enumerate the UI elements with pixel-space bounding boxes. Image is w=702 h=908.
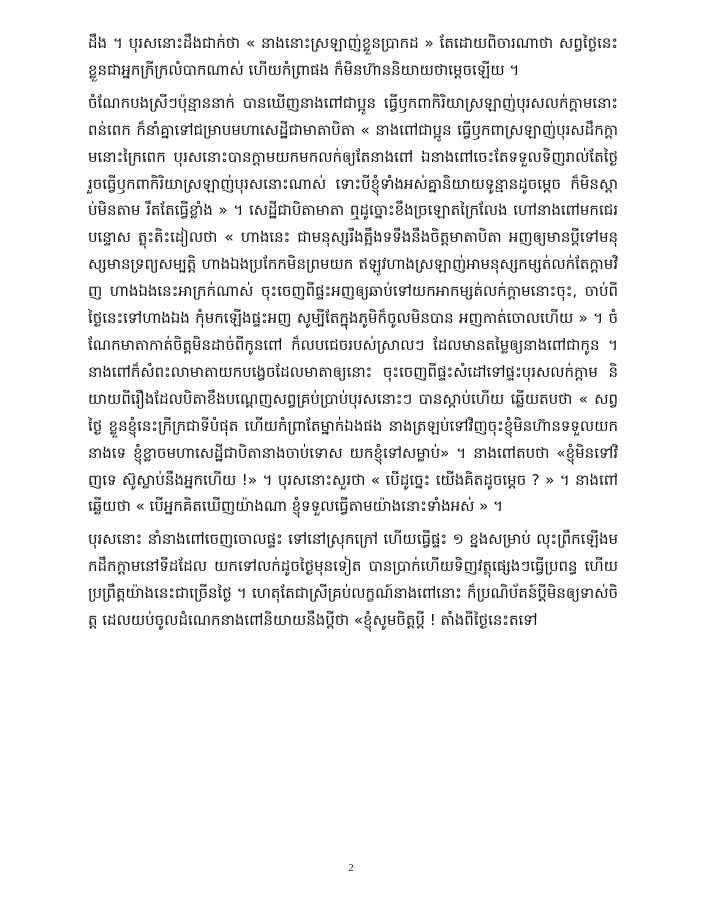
page-number: 2: [348, 862, 354, 874]
paragraph-2: ចំណែកបងស្រីៗប៉ុន្មាននាក់ បានឃើញនាងពៅជាប្អូន ធ្វើឫកពាកិរិយាស្រឡាញ់បុរសលក់ក្ដាមនោះពន់ពេក ក៏នាំគ្នាទៅជម្រាបមហាសេដ្ឋីជាមាតាបិតា « នាងពៅជាប្អូន ធ្វើឫកពាស្រឡាញ់បុរសដឹកក្ដាមនោះក្រៃពេក បុរសនោះបានក្ដាមយកមកលក់ឲ្យតែនាងពៅ ឯនាងពៅចេះតែទទួលទិញរាល់តែថ្ងៃ រួចធ្វើឫកពាកិរិយាស្រឡាញ់បុរសនោះណាស់ ទោះបីខ្ញុំទាំងអស់គ្នានិយាយទូន្មានដូចម្ដេច ក៏មិនស្ដាប់មិនតាម រឹតតែធ្វើខ្លាំង » ។ សេដ្ឋីជាបិតាមាតា ឮដូច្នោះខឹងច្រឡោតក្រៃលែង ហៅនាងពៅមកជេរបន្ទោស ត្លុះតិះដៀលថា « ហាងនេះ ជាមនុស្សរឹងត្អឹងទទឹងនឹងចិត្តមាតាបិតា អញឲ្យមានប្ដីទៅមនុស្សមានទ្រព្យសម្បត្តិ ហាងឯងប្រកែកមិនព្រមយក ឥឡូវហាងស្រឡាញ់អាមនុស្សកម្សត់លក់តែក្ដាមវិញ ហាងឯងនេះអាក្រក់ណាស់ ចុះចេញពីផ្ទះអញឲ្យឆាប់ទៅយកអាកម្សត់លក់ក្ដាមនោះចុះ, ចាប់ពីថ្ងៃនេះទៅហាងឯង កុំមកឡើងផ្ទះអញ សូម្បីតែក្នុងភូមិក៏ចូលមិនបាន អញកាត់ចោលហើយ » ។ ចំណែកមាតាកាត់ចិត្តមិនដាច់ពីកូនពៅ ក៏លបជេចរបស់ស្រាលៗ ដែលមានតម្លៃឲ្យនាងពៅជាកូន ។ នាងពៅក៏សំពះលាមាតាយកបង្វេចដែលមាតាឲ្យនោះ ចុះចេញពីផ្ទះសំដៅទៅផ្ទះបុរសលក់ក្ដាម និយាយពីរឿងដែលបិតាខឹងបណ្ដេញសព្វគ្រប់ប្រាប់បុរសនោះៗ បានស្ដាប់ហើយ ឆ្លើយតបថា « សព្វថ្ងៃ ខ្លួនខ្ញុំនេះក្រីក្រជាទីបំផុត ហើយកំព្រាតែម្នាក់ឯងផង នាងត្រឡប់ទៅវិញចុះខ្ញុំមិនហ៊ានទទួលយកនាងទេ ខ្ញុំខ្លាចមហាសេដ្ឋីជាបិតានាងចាប់ទោស យកខ្ញុំទៅសម្លាប់» ។ នាងពៅតបថា «ខ្ញុំមិនទៅវិញទេ ស៊ូស្លាប់នឹងអ្នកហើយ !» ។ បុរសនោះសួរថា « បើដូច្នេះ យើងគិតដូចម្ដេច ? » ។ នាងពៅឆ្លើយថា « បើអ្នកគិតឃើញយ៉ាងណា ខ្ញុំទទួលធ្វើតាមយ៉ាងនោះទាំងអស់ » ។: [88, 93, 618, 516]
paragraph-3: បុរសនោះ នាំនាងពៅចេញចោលផ្ទះ ទៅនៅស្រុកក្រៅ ហើយធ្វើផ្ទះ ១ ខ្នងសម្រាប់ លុះព្រឹកឡើងមកដឹកក្ដាមនៅទីដដែល យកទៅលក់ដូចថ្ងៃមុនទៀត បានប្រាក់ហើយទិញវត្ថុផ្សេងៗធ្វើប្រពន្ធ ហើយប្រព្រឹត្តយ៉ាងនេះជាច្រើនថ្ងៃ ។ ហេតុតែជាស្រីគ្រប់លក្ខណ៍នាងពៅនោះ ក៏ប្រណិប័តន៍ប្ដីមិនឲ្យទាស់ចិត្ត ដេលយប់ចូលដំណេកនាងពៅនិយាយនឹងប្ដីថា «ខ្ញុំសូមចិត្តប្ដី ! តាំងពីថ្ងៃនេះតទៅ: [88, 530, 618, 630]
paragraph-1: ដឹង ។ បុរសនោះដឹងជាក់ថា « នាងនោះស្រឡាញ់ខ្លួនប្រាកដ » តែដោយពិចារណាថា សព្វថ្ងៃនេះខ្លួនជាអ្នកក្រីក្រលំបាកណាស់ ហើយកំព្រាផង ក៏មិនហ៊ាននិយាយថាម្ដេចឡើយ ។: [88, 34, 618, 79]
body-text: [88, 30, 618, 634]
